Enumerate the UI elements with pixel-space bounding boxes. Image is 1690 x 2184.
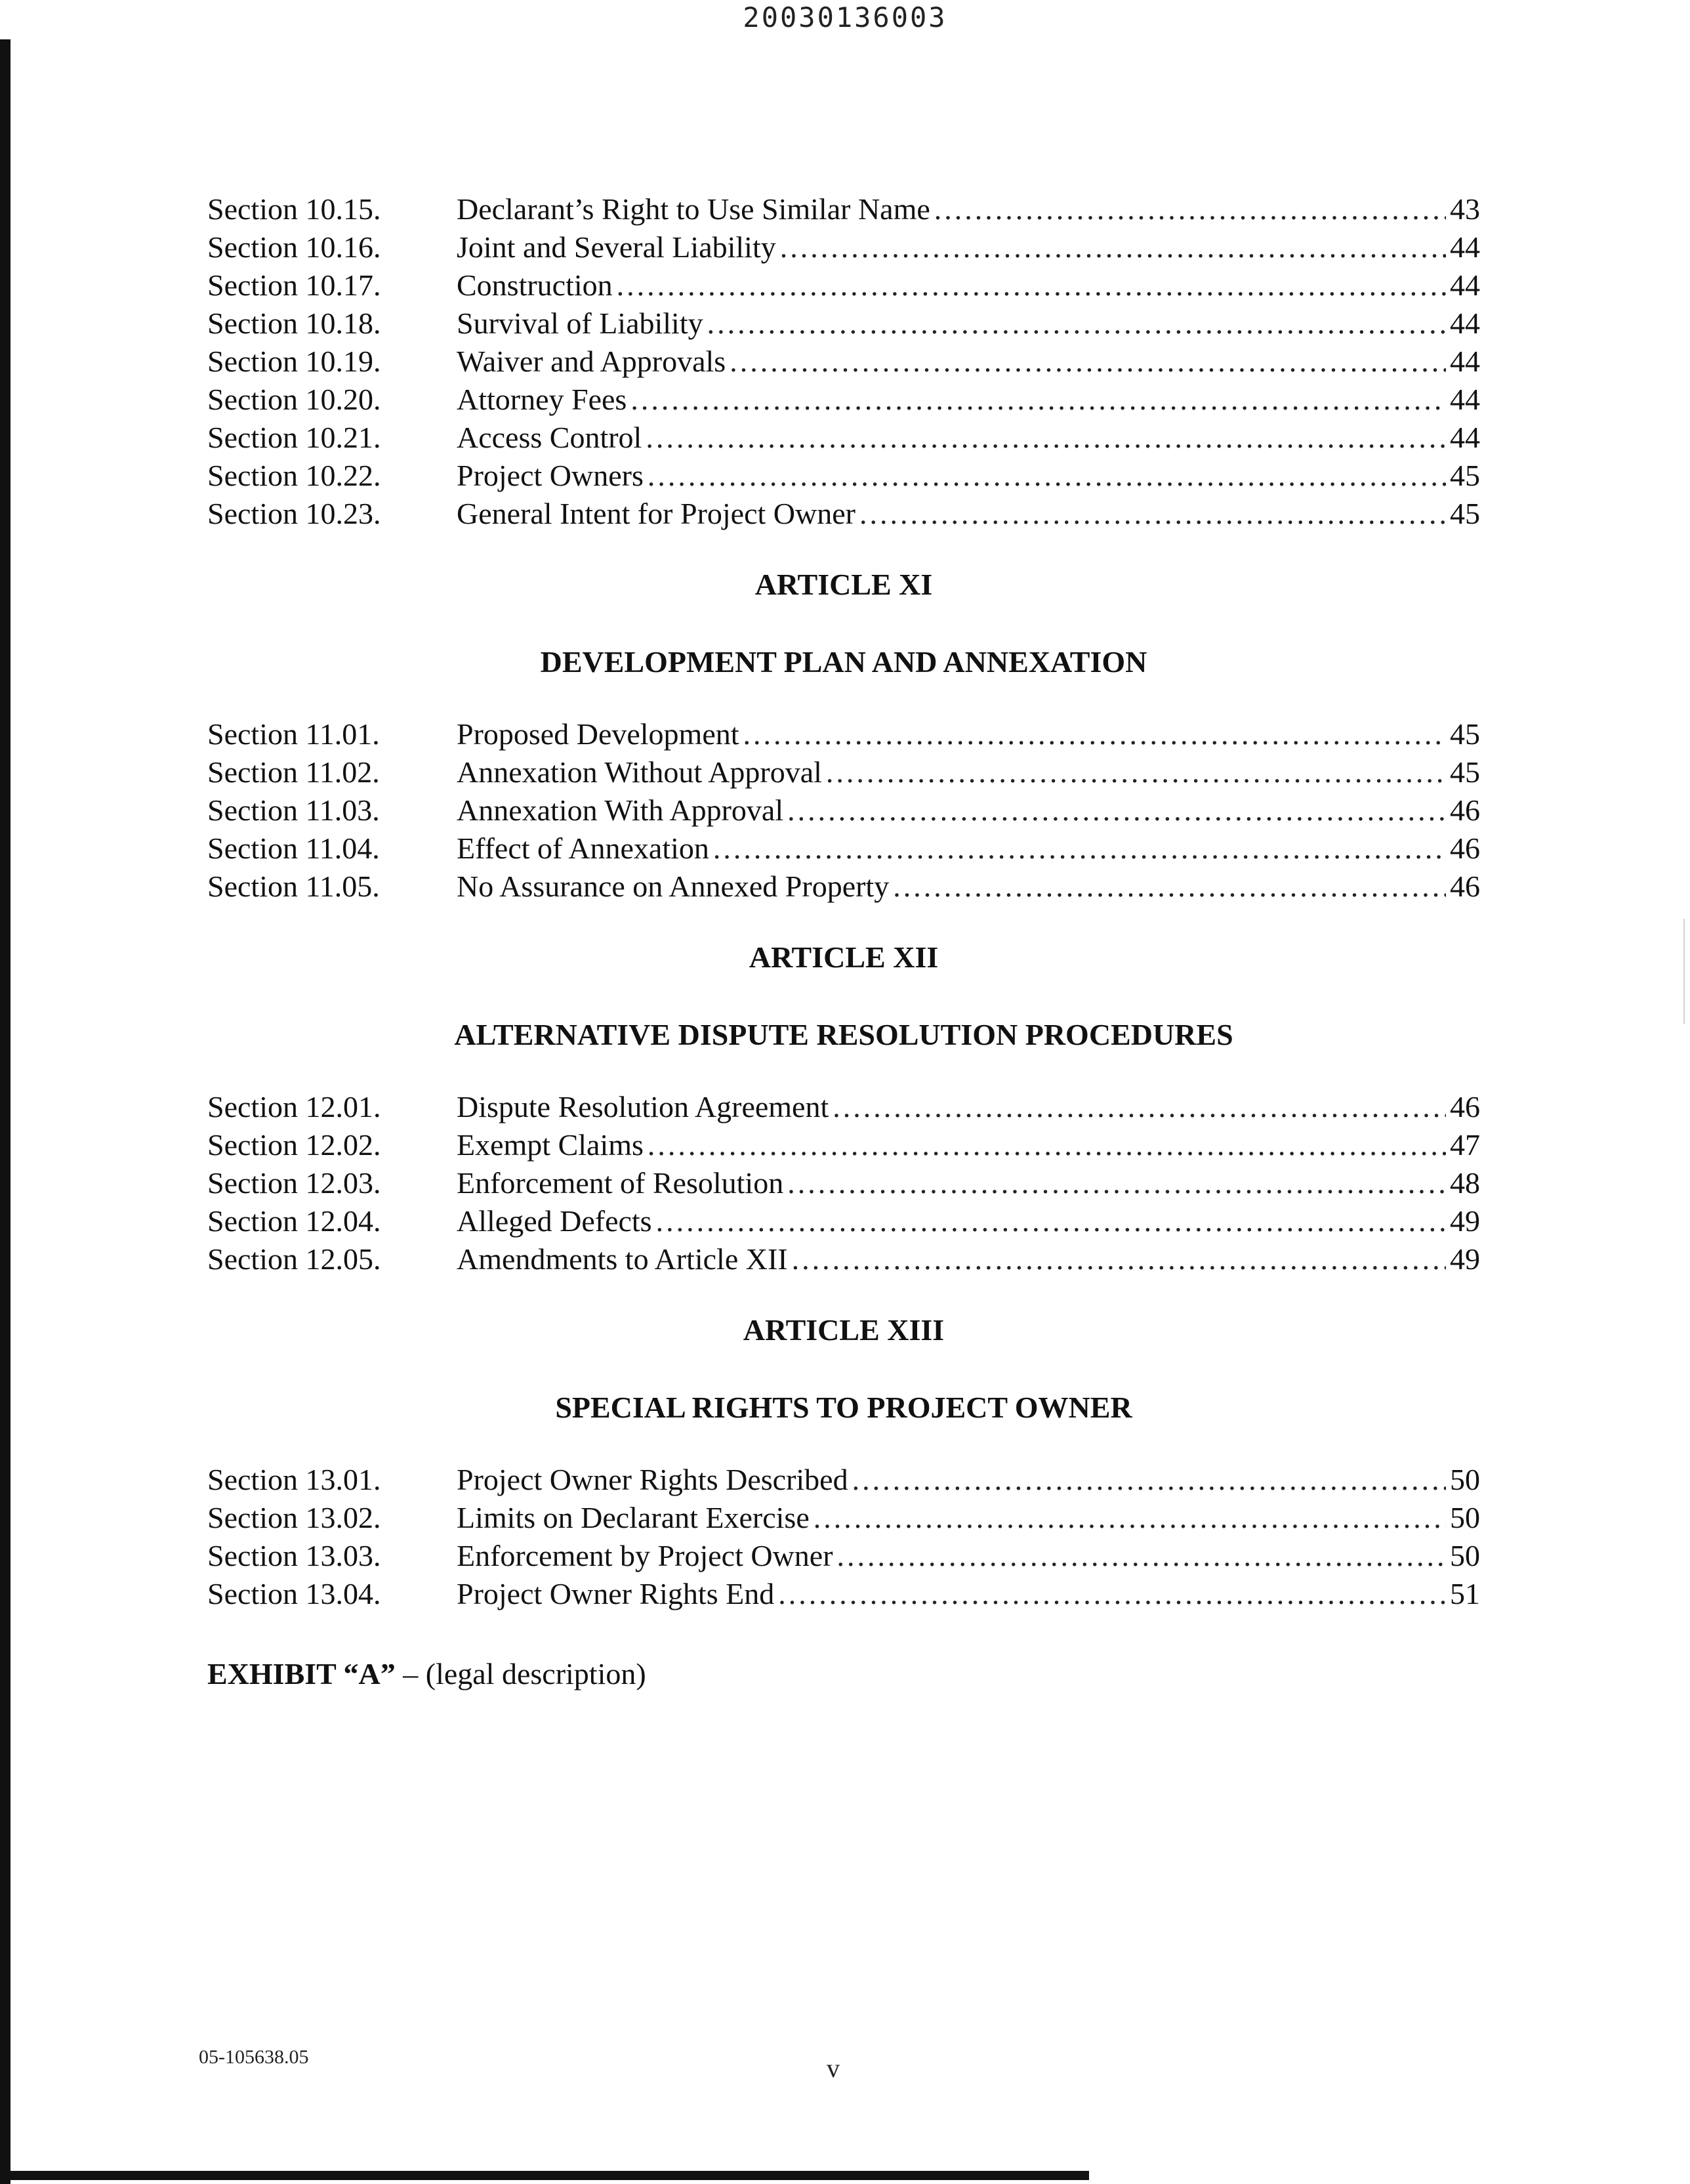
footer-document-code: 05-105638.05 bbox=[199, 2046, 309, 2068]
dot-leader bbox=[617, 266, 1446, 304]
dot-leader bbox=[648, 457, 1446, 495]
page-reference: 46 bbox=[1450, 831, 1480, 865]
section-number: Section 13.04. bbox=[207, 1577, 381, 1610]
page-reference: 44 bbox=[1450, 230, 1480, 264]
section-number: Section 12.02. bbox=[207, 1128, 381, 1162]
section-title: Declarant’s Right to Use Similar Name bbox=[457, 192, 930, 226]
page-reference: 47 bbox=[1450, 1128, 1480, 1162]
dot-leader bbox=[730, 343, 1446, 381]
section-number: Section 10.18. bbox=[207, 306, 381, 340]
dot-leader bbox=[837, 1537, 1446, 1575]
toc-row bbox=[207, 1240, 1480, 1278]
dot-leader bbox=[893, 868, 1446, 906]
toc-row bbox=[207, 1202, 1480, 1240]
toc-row bbox=[207, 1088, 1480, 1126]
dot-leader bbox=[792, 1240, 1446, 1278]
section-title: Proposed Development bbox=[457, 717, 739, 751]
page-reference: 46 bbox=[1450, 1090, 1480, 1124]
dot-leader bbox=[833, 1088, 1446, 1126]
article-subheading: SPECIAL RIGHTS TO PROJECT OWNER bbox=[555, 1391, 1132, 1424]
section-number: Section 10.16. bbox=[207, 230, 381, 264]
dot-leader bbox=[814, 1499, 1446, 1537]
toc-row bbox=[207, 868, 1480, 906]
section-title: Joint and Several Liability bbox=[457, 230, 776, 264]
scan-bottom-border bbox=[0, 2171, 1089, 2180]
exhibit-label: EXHIBIT “A” bbox=[207, 1657, 396, 1690]
toc-row bbox=[207, 1537, 1480, 1575]
section-title: Amendments to Article XII bbox=[457, 1242, 788, 1276]
section-number: Section 10.22. bbox=[207, 459, 381, 492]
section-number: Section 10.15. bbox=[207, 192, 381, 226]
section-title: Attorney Fees bbox=[457, 383, 627, 416]
toc-row bbox=[207, 228, 1480, 266]
page-reference: 50 bbox=[1450, 1501, 1480, 1534]
section-title: Project Owner Rights Described bbox=[457, 1463, 848, 1496]
toc-row bbox=[207, 190, 1480, 228]
toc-body bbox=[207, 190, 1480, 1613]
article-heading: ARTICLE XIII bbox=[743, 1313, 945, 1347]
section-number: Section 13.02. bbox=[207, 1501, 381, 1534]
toc-row bbox=[207, 1575, 1480, 1613]
exhibit-description: – (legal description) bbox=[395, 1657, 646, 1690]
section-number: Section 11.03. bbox=[207, 793, 380, 827]
section-number: Section 11.01. bbox=[207, 717, 380, 751]
section-title: No Assurance on Annexed Property bbox=[457, 870, 890, 903]
toc-row bbox=[207, 830, 1480, 868]
page-reference: 44 bbox=[1450, 306, 1480, 340]
toc-row bbox=[207, 1164, 1480, 1202]
document-number: 20030136003 bbox=[743, 1, 947, 33]
section-title: Enforcement by Project Owner bbox=[457, 1539, 833, 1572]
toc-row bbox=[207, 1499, 1480, 1537]
dot-leader bbox=[646, 419, 1446, 457]
article-subheading: ALTERNATIVE DISPUTE RESOLUTION PROCEDURES bbox=[454, 1018, 1233, 1051]
section-number: Section 10.17. bbox=[207, 268, 381, 302]
page-reference: 50 bbox=[1450, 1539, 1480, 1572]
toc-row bbox=[207, 419, 1480, 457]
page-reference: 45 bbox=[1450, 755, 1480, 789]
page-reference: 45 bbox=[1450, 459, 1480, 492]
dot-leader bbox=[780, 228, 1446, 266]
dot-leader bbox=[859, 495, 1446, 533]
toc-row bbox=[207, 343, 1480, 381]
page-reference: 51 bbox=[1450, 1577, 1480, 1610]
section-title: Access Control bbox=[457, 421, 642, 454]
section-number: Section 13.01. bbox=[207, 1463, 381, 1496]
dot-leader bbox=[630, 381, 1446, 419]
section-title: Survival of Liability bbox=[457, 306, 703, 340]
toc-row bbox=[207, 1461, 1480, 1499]
dot-leader bbox=[707, 304, 1446, 343]
dot-leader bbox=[656, 1202, 1446, 1240]
toc-row bbox=[207, 457, 1480, 495]
section-number: Section 10.21. bbox=[207, 421, 381, 454]
dot-leader bbox=[713, 830, 1446, 868]
footer-page-number: v bbox=[827, 2053, 840, 2083]
exhibit-line bbox=[207, 1655, 1480, 1693]
toc-row bbox=[207, 304, 1480, 343]
section-number: Section 11.02. bbox=[207, 755, 380, 789]
page-reference: 44 bbox=[1450, 268, 1480, 302]
dot-leader bbox=[787, 791, 1446, 830]
page-reference: 46 bbox=[1450, 870, 1480, 903]
page-reference: 49 bbox=[1450, 1242, 1480, 1276]
scan-left-border bbox=[0, 39, 10, 2184]
section-number: Section 12.03. bbox=[207, 1166, 381, 1200]
section-number: Section 12.04. bbox=[207, 1204, 381, 1238]
page-reference: 43 bbox=[1450, 192, 1480, 226]
dot-leader bbox=[648, 1126, 1446, 1164]
toc-row bbox=[207, 495, 1480, 533]
section-title: Exempt Claims bbox=[457, 1128, 644, 1162]
toc-row bbox=[207, 266, 1480, 304]
article-subheading: DEVELOPMENT PLAN AND ANNEXATION bbox=[540, 645, 1147, 679]
toc-row bbox=[207, 1126, 1480, 1164]
toc-row bbox=[207, 753, 1480, 791]
scan-artifact bbox=[1683, 919, 1685, 1024]
section-title: Annexation Without Approval bbox=[457, 755, 822, 789]
page-reference: 44 bbox=[1450, 421, 1480, 454]
page-reference: 49 bbox=[1450, 1204, 1480, 1238]
dot-leader bbox=[826, 753, 1446, 791]
dot-leader bbox=[743, 715, 1446, 753]
section-number: Section 13.03. bbox=[207, 1539, 381, 1572]
dot-leader bbox=[787, 1164, 1446, 1202]
section-number: Section 12.01. bbox=[207, 1090, 381, 1124]
section-title: Project Owners bbox=[457, 459, 644, 492]
section-number: Section 11.04. bbox=[207, 831, 380, 865]
section-number: Section 10.19. bbox=[207, 345, 381, 378]
section-title: Waiver and Approvals bbox=[457, 345, 726, 378]
section-number: Section 11.05. bbox=[207, 870, 380, 903]
toc-row bbox=[207, 715, 1480, 753]
page-reference: 50 bbox=[1450, 1463, 1480, 1496]
page-reference: 44 bbox=[1450, 383, 1480, 416]
section-title: Limits on Declarant Exercise bbox=[457, 1501, 810, 1534]
page-reference: 48 bbox=[1450, 1166, 1480, 1200]
dot-leader bbox=[852, 1461, 1446, 1499]
section-title: Project Owner Rights End bbox=[457, 1577, 775, 1610]
section-title: Alleged Defects bbox=[457, 1204, 652, 1238]
toc-row bbox=[207, 791, 1480, 830]
section-number: Section 10.23. bbox=[207, 497, 381, 530]
page-reference: 45 bbox=[1450, 717, 1480, 751]
section-title: Construction bbox=[457, 268, 613, 302]
dot-leader bbox=[934, 190, 1446, 228]
dot-leader bbox=[778, 1575, 1446, 1613]
section-title: Enforcement of Resolution bbox=[457, 1166, 784, 1200]
page-reference: 44 bbox=[1450, 345, 1480, 378]
toc-row bbox=[207, 381, 1480, 419]
section-title: Effect of Annexation bbox=[457, 831, 709, 865]
page-reference: 46 bbox=[1450, 793, 1480, 827]
article-heading: ARTICLE XI bbox=[754, 568, 933, 601]
section-number: Section 12.05. bbox=[207, 1242, 381, 1276]
section-title: Annexation With Approval bbox=[457, 793, 784, 827]
section-number: Section 10.20. bbox=[207, 383, 381, 416]
section-title: Dispute Resolution Agreement bbox=[457, 1090, 829, 1124]
table-of-contents bbox=[207, 190, 1480, 1693]
section-title: General Intent for Project Owner bbox=[457, 497, 855, 530]
article-heading: ARTICLE XII bbox=[749, 940, 939, 974]
page-reference: 45 bbox=[1450, 497, 1480, 530]
